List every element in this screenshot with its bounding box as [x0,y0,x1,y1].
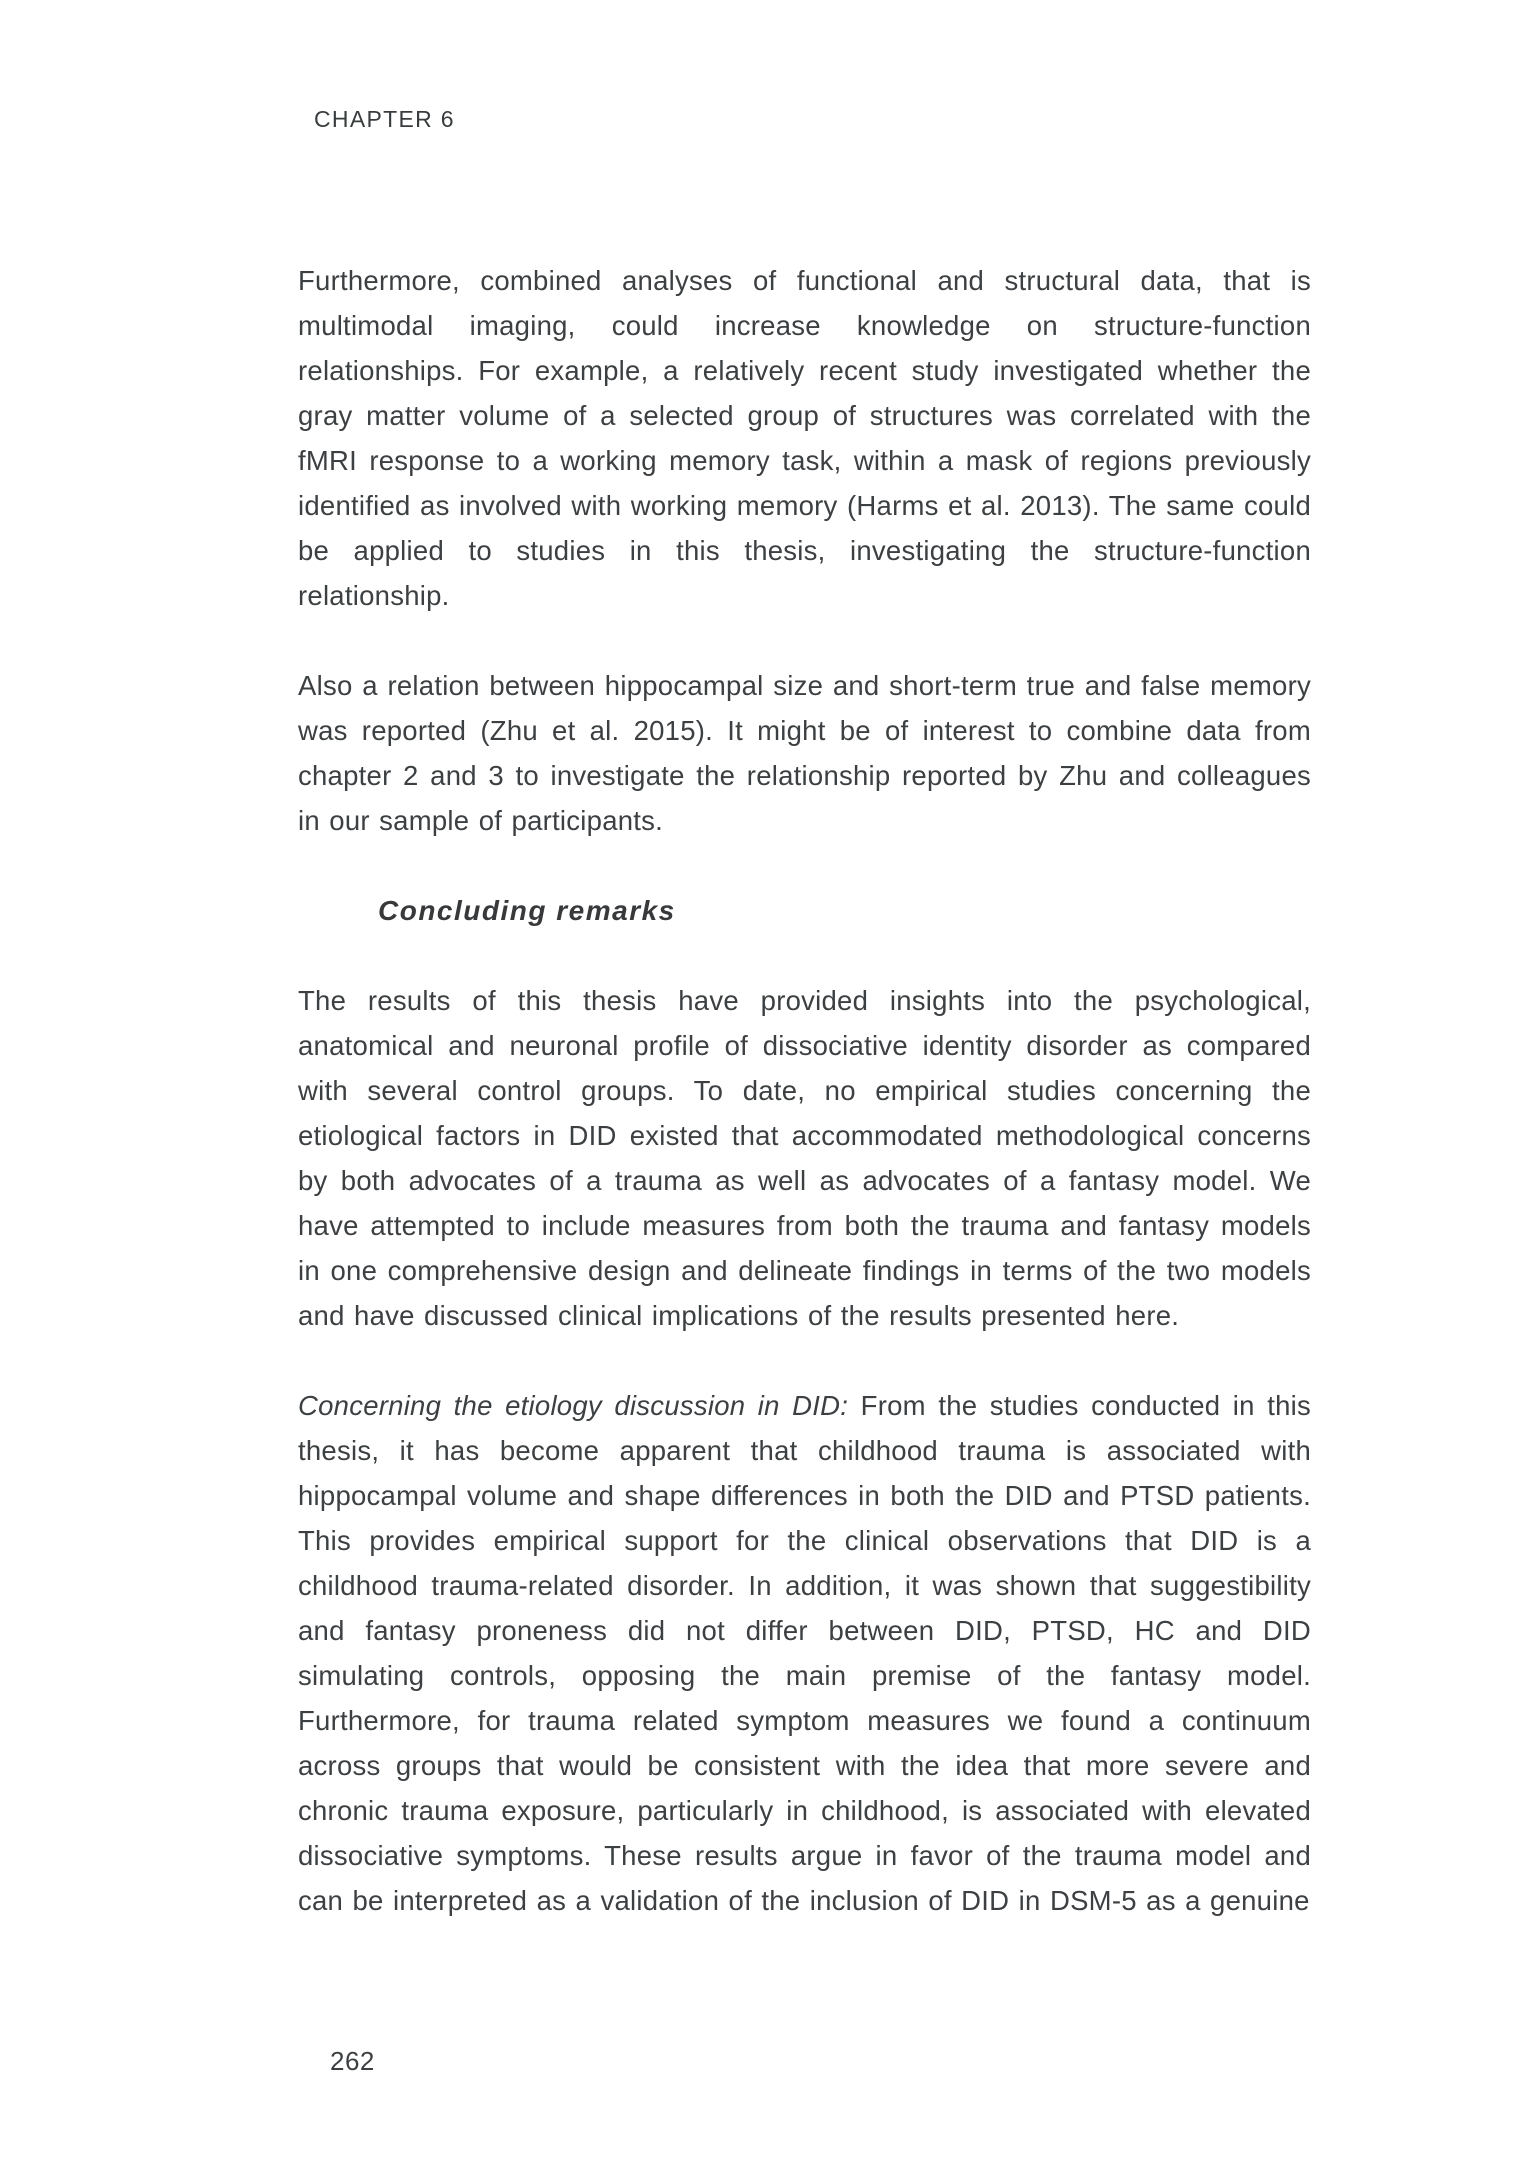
paragraph-multimodal-imaging: Furthermore, combined analyses of functional and structural data, that is multimodal imaging, could increase knowledge on structure-function relationships. For example, a relatively recent study investigated whether the gray matter volume of a selected group of structures was correlated with the fMRI response to a working memory task, within a mask of regions previously identified as involved with working memory (Harms et al. 2013). The same could be applied to studies in this thesis, investigating the structure-function relationship. [298,265,1311,611]
etiology-paragraph-body: From the studies conducted in this thesis, it has become apparent that childhood trauma is associated with hippocampal volume and shape differences in both the DID and PTSD patients. This provides empirical support for the clinical observations that DID is a childhood trauma-related disorder. In addition, it was shown that suggestibility and fantasy proneness did not differ between DID, PTSD, HC and DID simulating controls, opposing the main premise of the fantasy model. Furthermore, for trauma related symptom measures we found a continuum across groups that would be consistent with the idea that more severe and chronic trauma exposure, particularly in childhood, is associated with elevated dissociative symptoms. These results argue in favor of the trauma model and can be interpreted as a validation of the inclusion of DID in DSM-5 as a genuine [298,1390,1312,1916]
paragraph-thesis-results: The results of this thesis have provided insights into the psychological, anatomical and neuronal profile of dissociative identity disorder as compared with several control groups. To date, no empirical studies concerning the etiological factors in DID existed that accommodated methodological concerns by both advocates of a trauma as well as advocates of a fantasy model. We have attempted to include measures from both the trauma and fantasy models in one comprehensive design and delineate findings in terms of the two models and have discussed clinical implications of the results presented here. [298,985,1311,1331]
paragraph-etiology-discussion [298,1383,1311,1923]
section-heading-concluding-remarks: Concluding remarks [378,895,676,926]
etiology-lead-in-italic: Concerning the etiology discussion in DID: [298,1390,849,1421]
paragraph-hippocampal-memory: Also a relation between hippocampal size and short-term true and false memory was reported (Zhu et al. 2015). It might be of interest to combine data from chapter 2 and 3 to investigate the relationship reported by Zhu and colleagues in our sample of participants. [298,670,1311,836]
page-number: 262 [330,2046,375,2076]
body-text-column [298,258,1311,1968]
chapter-running-header: CHAPTER 6 [314,106,455,132]
